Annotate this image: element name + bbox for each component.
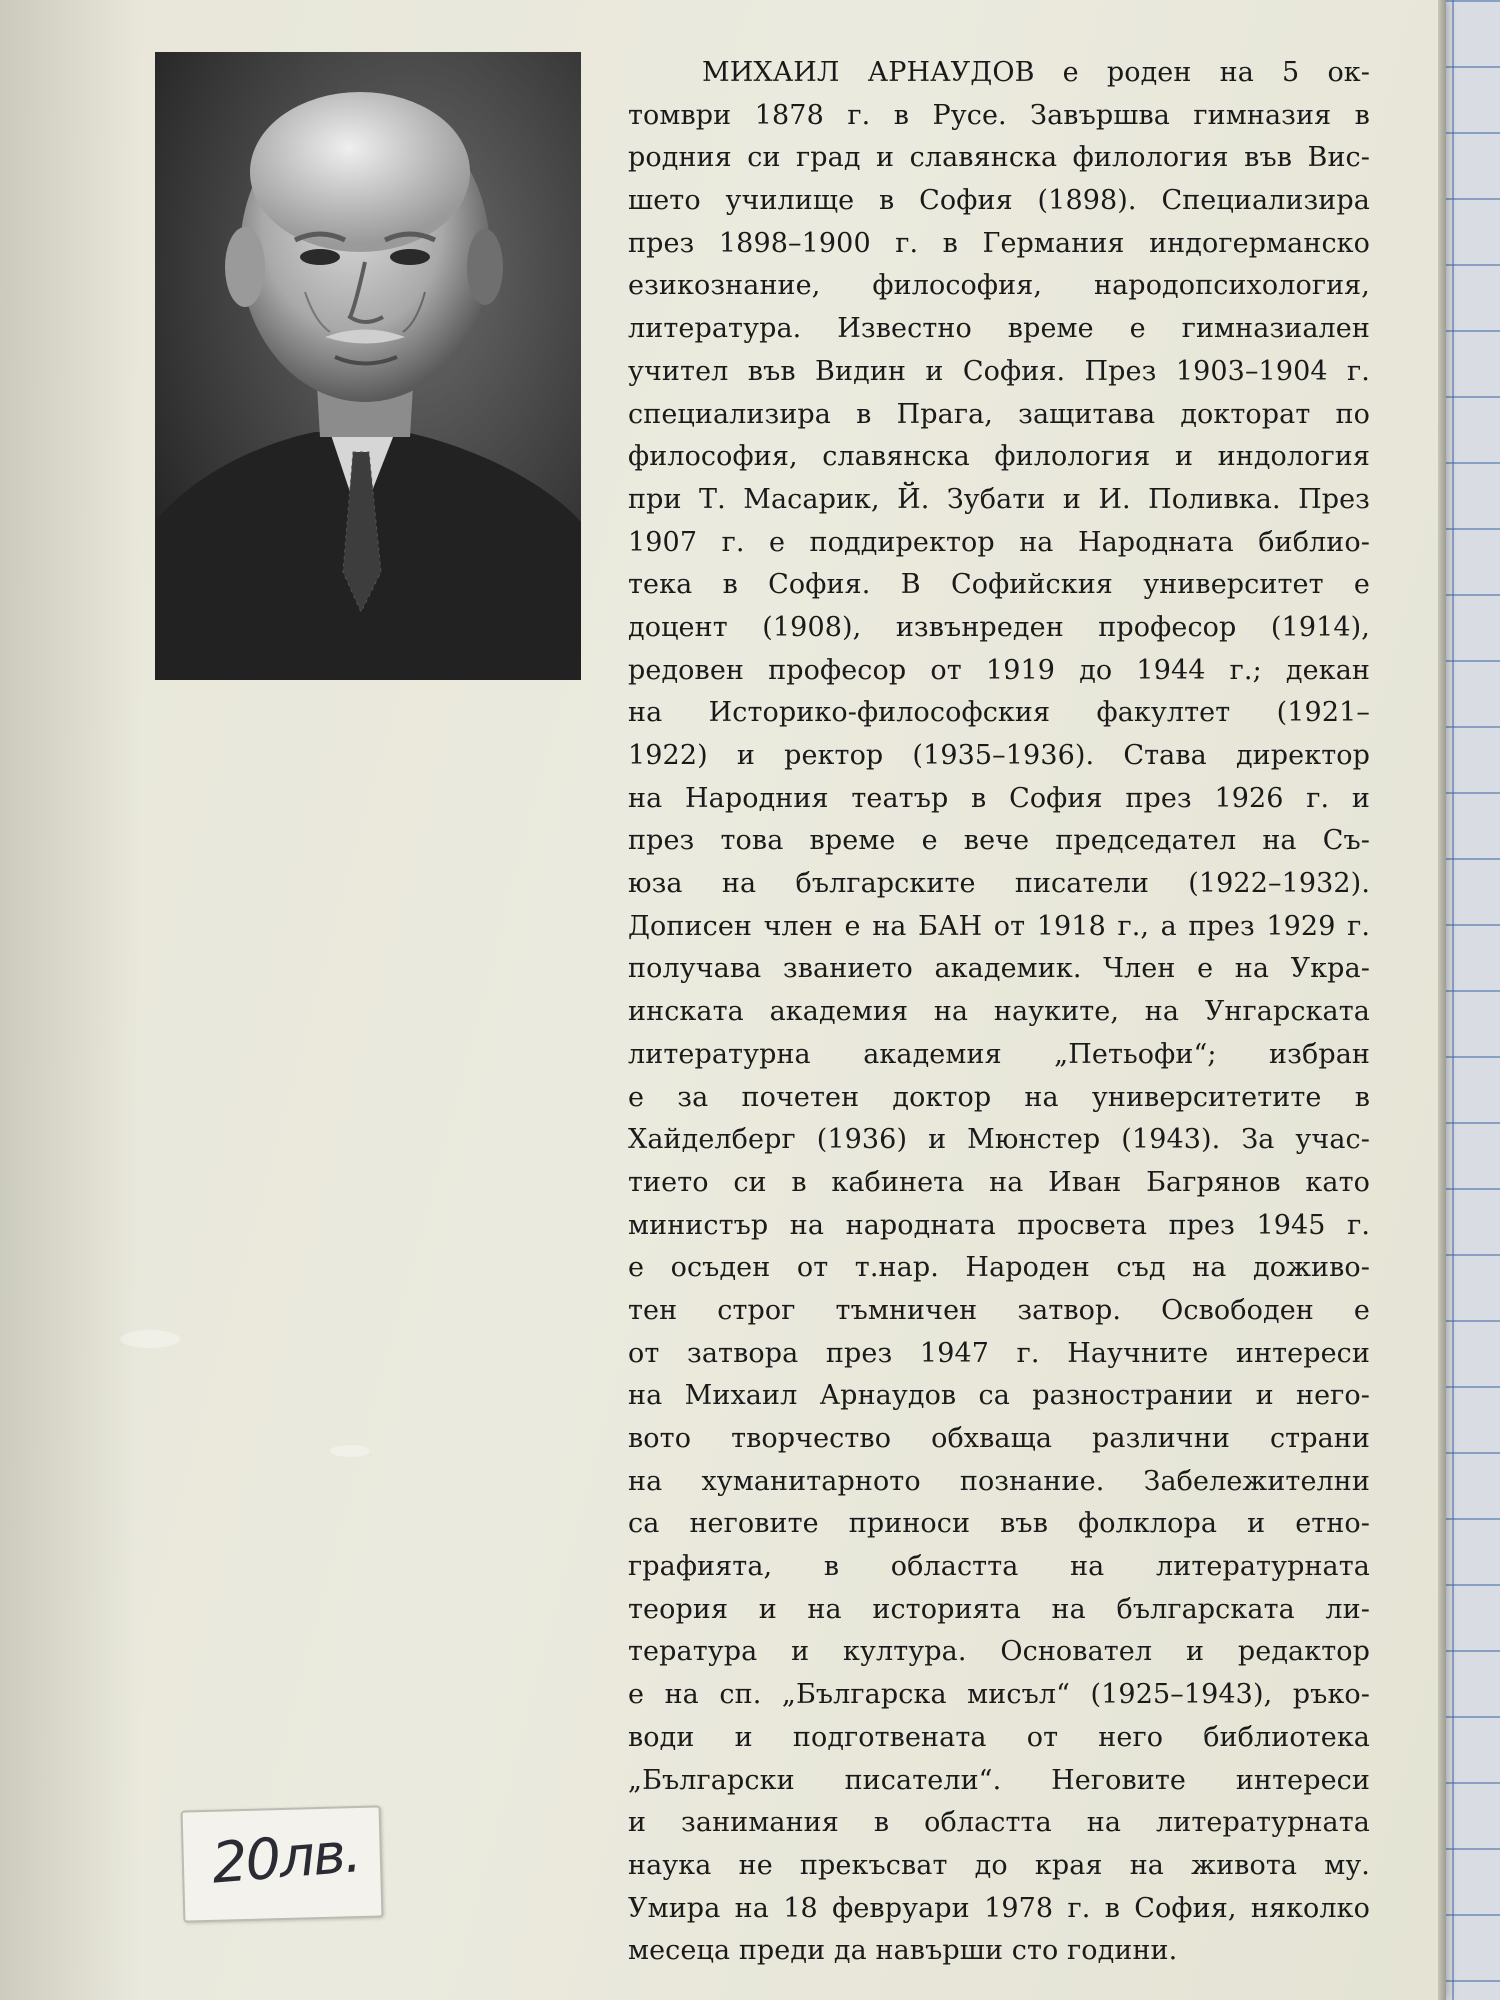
- author-biography: [628, 52, 1370, 1973]
- bio-line: 1922) и ректор (1935–1936). Става директор: [628, 740, 1370, 771]
- bio-line: на Историко-философския факултет (1921–: [628, 697, 1370, 729]
- bio-line: тието си в кабинета на Иван Багрянов като: [628, 1166, 1370, 1198]
- bio-line: от затвора през 1947 г. Научните интереси: [628, 1337, 1370, 1369]
- bio-line: при Т. Масарик, Й. Зубати и И. Поливка. През: [628, 483, 1370, 515]
- bio-line: на Михаил Арнаудов са разнострании и него-: [628, 1380, 1370, 1412]
- bio-line: литература. Известно време е гимназиален: [628, 313, 1370, 345]
- bio-line: 1907 г. е поддиректор на Народната библио-: [628, 526, 1370, 558]
- bio-line: „Български писатели“. Неговите интереси: [628, 1764, 1370, 1796]
- bio-line: томври 1878 г. в Русе. Завършва гимназия в: [628, 99, 1370, 131]
- bio-line: са неговите приноси във фолклора и етно-: [628, 1508, 1370, 1540]
- bio-line: Умира на 18 февруари 1978 г. в София, няколко: [628, 1892, 1370, 1924]
- bio-line: редовен професор от 1919 до 1944 г.; декан: [628, 654, 1370, 686]
- price-handwritten-text: 20лв.: [209, 1820, 363, 1897]
- wear-mark: [120, 1330, 180, 1348]
- bio-line: тература и култура. Основател и редактор: [628, 1636, 1370, 1668]
- bio-line: философия, славянска филология и индология: [628, 441, 1370, 473]
- bio-line: и занимания в областта на литературната: [628, 1807, 1370, 1839]
- bio-line: получава званието академик. Член е на Укра-: [628, 953, 1370, 985]
- book-edge: [1438, 0, 1446, 2000]
- author-portrait-photo: [155, 52, 581, 680]
- bio-line: наука не прекъсват до края на живота му.: [628, 1849, 1370, 1881]
- bio-line: Дописен член е на БАН от 1918 г., а през 1929 г.: [628, 910, 1370, 942]
- bio-line: министър на народната просвета през 1945 г.: [628, 1209, 1370, 1241]
- bio-line: юза на българските писатели (1922–1932).: [628, 868, 1370, 900]
- bio-line: Хайделберг (1936) и Мюнстер (1943). За учас-: [628, 1124, 1370, 1156]
- bio-line: шето училище в София (1898). Специализира: [628, 185, 1370, 217]
- bio-line: езикознание, философия, народопсихология,: [628, 270, 1370, 302]
- bio-line: теория и на историята на българската ли-: [628, 1593, 1370, 1625]
- bio-line: тен строг тъмничен затвор. Освободен е: [628, 1294, 1370, 1326]
- cover-shading: [0, 0, 140, 2000]
- bio-line: на Народния театър в София през 1926 г. и: [628, 782, 1370, 814]
- bio-line: е за почетен доктор на университетите в: [628, 1081, 1370, 1113]
- bio-line: литературна академия „Петьофи“; избран: [628, 1038, 1370, 1070]
- bio-line: учител във Видин и София. През 1903–1904 г.: [628, 355, 1370, 387]
- bio-line: вото творчество обхваща различни страни: [628, 1423, 1370, 1454]
- bio-line: МИХАИЛ АРНАУДОВ е роден на 5 ок-: [702, 57, 1370, 88]
- bio-line: доцент (1908), извънреден професор (1914),: [628, 611, 1370, 643]
- bio-line: инската академия на науките, на Унгарската: [628, 996, 1370, 1028]
- bio-line: през 1898–1900 г. в Германия индогерманско: [628, 227, 1370, 259]
- bio-line: е на сп. „Българска мисъл“ (1925–1943), ръко-: [628, 1679, 1370, 1711]
- bio-line: води и подготвената от него библиотека: [628, 1721, 1370, 1753]
- bio-line: на хуманитарното познание. Забележителни: [628, 1465, 1370, 1497]
- bio-line: тека в София. В Софийския университет е: [628, 569, 1370, 601]
- bio-line: графията, в областта на литературната: [628, 1551, 1370, 1583]
- bio-line: през това време е вече председател на Съ-: [628, 825, 1370, 857]
- bio-line: е осъден от т.нар. Народен съд на доживо-: [628, 1252, 1370, 1284]
- price-sticker: [181, 1805, 384, 1922]
- wear-mark: [330, 1445, 370, 1457]
- bio-line: специализира в Прага, защитава докторат по: [628, 398, 1370, 430]
- bio-line: родния си град и славянска филология във Вис-: [628, 142, 1370, 174]
- bio-line: месеца преди да навърши сто години.: [628, 1935, 1178, 1967]
